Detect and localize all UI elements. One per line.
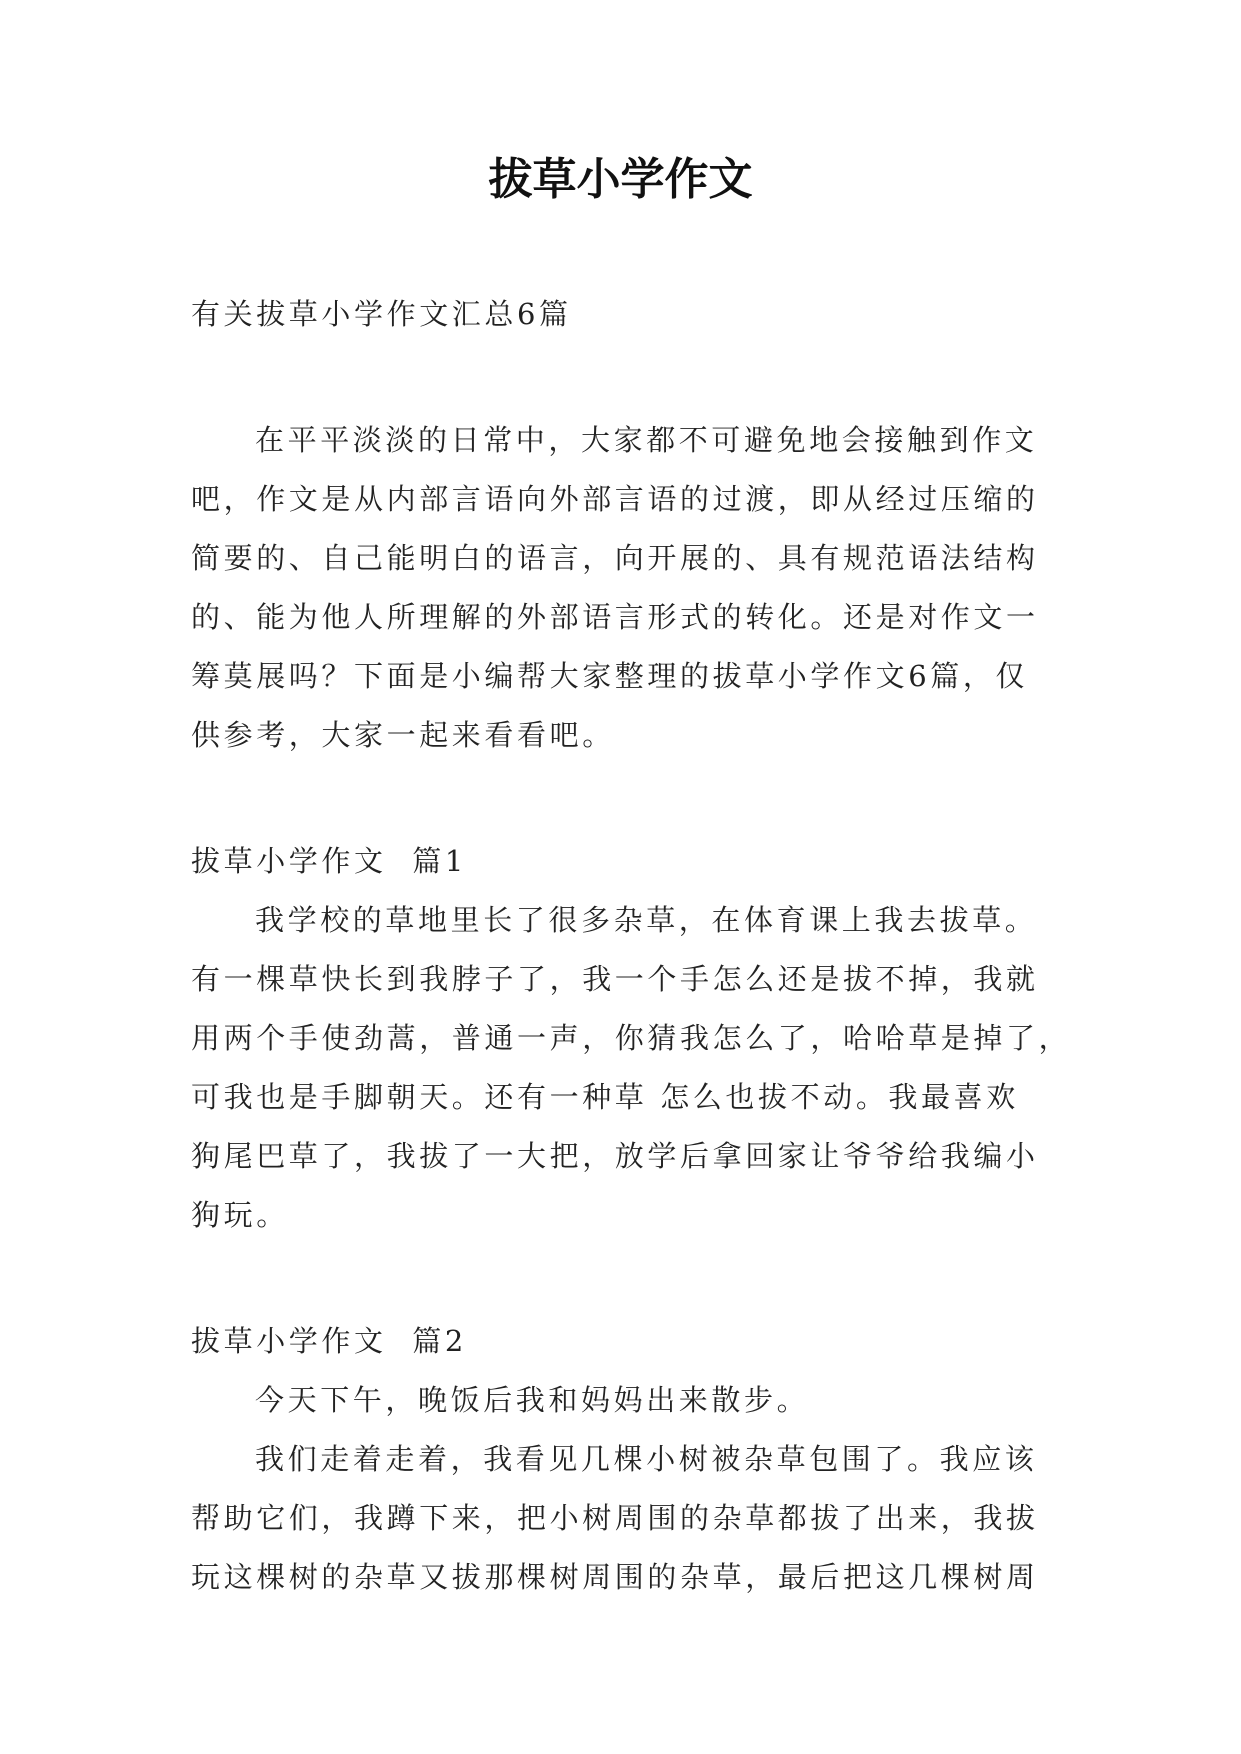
paragraph-line: 今天下午，晚饭后我和妈妈出来散步。 [255,1383,810,1417]
section-heading: 拔草小学作文 篇2 [191,1324,467,1358]
paragraph-line: 狗尾巴草了，我拔了一大把，放学后拿回家让爷爷给我编小 [191,1139,1039,1173]
spacer [191,344,1061,411]
spacer [191,765,1061,832]
paragraph-line: 用两个手使劲蒿，普通一声，你猜我怎么了，哈哈草是掉了， [191,1021,1072,1055]
section-heading: 拔草小学作文 篇1 [191,844,467,878]
paragraph-line: 玩这棵树的杂草又拔那棵树周围的杂草，最后把这几棵树周 [191,1560,1039,1594]
paragraph-line: 在平平淡淡的日常中，大家都不可避免地会接触到作文 [255,423,1038,457]
spacer [191,1245,1061,1312]
paragraph-line: 我学校的草地里长了很多杂草，在体育课上我去拔草。 [255,903,1038,937]
paragraph-line: 简要的、自己能明白的语言，向开展的、具有规范语法结构 [191,541,1039,575]
paragraph-line: 有一棵草快长到我脖子了，我一个手怎么还是拔不掉，我就 [191,962,1039,996]
paragraph-line: 供参考，大家一起来看看吧。 [191,718,615,752]
paragraph-line: 吧，作文是从内部言语向外部言语的过渡，即从经过压缩的 [191,482,1039,516]
paragraph-line: 我们走着走着，我看见几棵小树被杂草包围了。我应该 [255,1442,1038,1476]
document-subtitle: 有关拔草小学作文汇总6篇 [191,297,572,331]
paragraph-line: 可我也是手脚朝天。还有一种草 怎么也拔不动。我最喜欢 [191,1080,1019,1114]
section-1 [191,832,1072,1245]
document-title: 拔草小学作文 [488,154,753,205]
paragraph-line: 狗玩。 [191,1198,289,1232]
intro-paragraph [191,411,1061,765]
paragraph-line: 的、能为他人所理解的外部语言形式的转化。还是对作文一 [191,600,1039,634]
paragraph-line: 帮助它们，我蹲下来，把小树周围的杂草都拔了出来，我拔 [191,1501,1039,1535]
section-2 [191,1312,1061,1607]
paragraph-line: 筹莫展吗？下面是小编帮大家整理的拔草小学作文6篇，仅 [191,659,1029,693]
document-body [191,285,1072,1607]
